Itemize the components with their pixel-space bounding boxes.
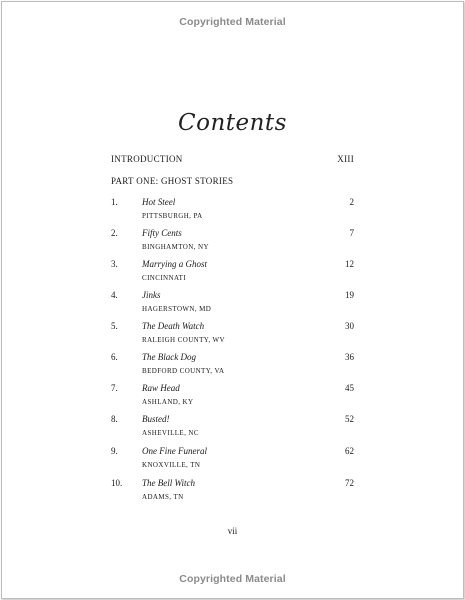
entry-number: 4. <box>111 290 118 300</box>
entry-page: 52 <box>345 414 354 424</box>
toc-entry-7 <box>0 383 465 413</box>
toc-entry-9 <box>0 446 465 476</box>
entry-page: 7 <box>349 228 354 238</box>
entry-page: 62 <box>345 446 354 456</box>
page-title: Contents <box>178 110 287 136</box>
entry-title: Fifty Cents <box>142 228 182 238</box>
entry-page: 19 <box>345 290 354 300</box>
entry-place: PITTSBURGH, PA <box>142 212 203 220</box>
entry-number: 5. <box>111 321 118 331</box>
entry-title: The Black Dog <box>142 352 196 362</box>
entry-place: RALEIGH COUNTY, WV <box>142 336 225 344</box>
toc-entry-8 <box>0 414 465 444</box>
entry-page: 45 <box>345 383 354 393</box>
entry-title: One Fine Funeral <box>142 446 207 456</box>
entry-place: BINGHAMTON, NY <box>142 243 209 251</box>
entry-title: The Bell Witch <box>142 478 195 488</box>
page-number: vii <box>227 526 238 536</box>
entry-title: Hot Steel <box>142 197 176 207</box>
toc-entry-3 <box>0 259 465 289</box>
entry-title: The Death Watch <box>142 321 205 331</box>
part-one-heading: PART ONE: GHOST STORIES <box>111 176 234 186</box>
entry-place: ASHEVILLE, NC <box>142 429 199 437</box>
entry-number: 3. <box>111 259 118 269</box>
entry-title: Raw Head <box>142 383 180 393</box>
copyright-watermark-bottom: Copyrighted Material <box>179 573 286 585</box>
entry-title: Jinks <box>142 290 161 300</box>
toc-entry-4 <box>0 290 465 320</box>
entry-number: 7. <box>111 383 118 393</box>
entry-title: Busted! <box>142 414 170 424</box>
introduction-page: XIII <box>337 154 354 164</box>
entry-page: 2 <box>349 197 354 207</box>
toc-entry-1 <box>0 197 465 227</box>
entry-number: 1. <box>111 197 118 207</box>
entry-place: HAGERSTOWN, MD <box>142 305 212 313</box>
entry-page: 72 <box>345 478 354 488</box>
entry-page: 36 <box>345 352 354 362</box>
toc-entry-6 <box>0 352 465 382</box>
entry-place: CINCINNATI <box>142 274 187 282</box>
entry-page: 30 <box>345 321 354 331</box>
copyright-watermark-top: Copyrighted Material <box>179 16 286 28</box>
entry-number: 10. <box>111 478 123 488</box>
entry-number: 2. <box>111 228 118 238</box>
entry-place: ADAMS, TN <box>142 493 184 501</box>
toc-entry-2 <box>0 228 465 258</box>
toc-entry-5 <box>0 321 465 351</box>
entry-place: KNOXVILLE, TN <box>142 461 201 469</box>
entry-number: 9. <box>111 446 118 456</box>
entry-place: BEDFORD COUNTY, VA <box>142 367 225 375</box>
entry-page: 12 <box>345 259 354 269</box>
entry-place: ASHLAND, KY <box>142 398 194 406</box>
entry-number: 6. <box>111 352 118 362</box>
introduction-label: INTRODUCTION <box>111 154 183 164</box>
toc-entry-10 <box>0 478 465 508</box>
entry-title: Marrying a Ghost <box>142 259 207 269</box>
entry-number: 8. <box>111 414 118 424</box>
